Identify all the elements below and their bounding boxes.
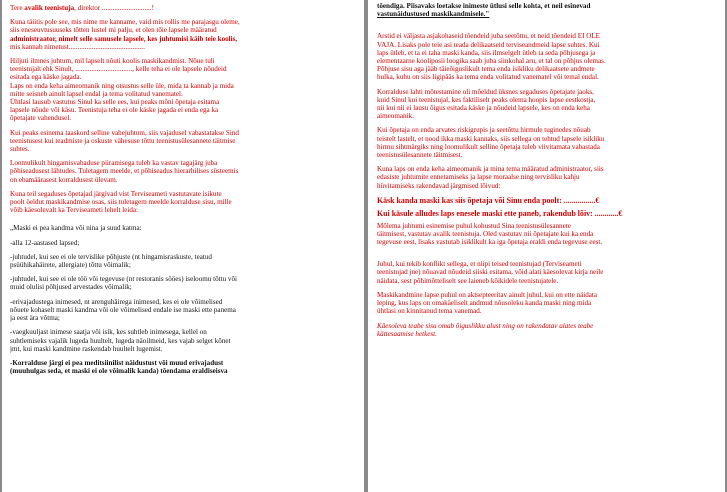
salutation-bold: avalik teenistuja <box>24 4 75 12</box>
fee-line-order: Käsk kanda maski kas siis õpetaja või Sinu enda poolt: ................€ <box>377 195 600 205</box>
bold-tail-line-2: (muuhulgas seda, et maski ei ole võimalik kanda) tõendama eraldiseisva <box>10 367 228 376</box>
liability-paragraph: Mõlema juhtumi esinemise puhul kohustud Sina teenistusülesannete täitmisest, vastutav avalik teenistuja. Oled vastutav nii õpetajate kui ka enda tegevuse eest, lisaks vastutab isiklikult ka iga õpetaja eraldi enda tegevuse eest. <box>377 221 603 247</box>
fee-line-comply: Kui käsule alludes laps enesele maski ette paneb, rakendub lõiv: ............€ <box>377 209 623 219</box>
conflict-paragraph: Juhul, kui tekib konflikt sellega, et niipi teised teenistujad (Terviseameti teenistujad jne) nõuavad nõudeid siiski esitama, võid alati käesolevat kirja neile näidata, sest põhimõtteliselt see laieneb kõikidele teenistujatele. <box>377 260 604 285</box>
interpretation-paragraph: Korralduse lahti mõtestamine oli mõeldud üksnes segaduses õpetajate jaoks, kuid Sinul kui teenistujal, kes faktiliselt peaks olema hoopis lapse eestkostja, nii kui nii ei lausu õigus esitada käske ja nõudeid lapsele, kes on enda keha aimeomanik. <box>377 87 596 121</box>
incident-paragraph: Hiljuti ilmnes juhtum, mil lapselt nõuti koolis maskikandmist. Nõue tuli teenistujalt ehk Sinult, ................................, kelle teha ei ole lapsele nõudeid esitada ega käske jagada. Laps on enda keha aimeomanik ning otsustus selle üle, mida ta kannab ja mida mitte seisneb ainult lapsel endal ja tema volitatud vanematel. Ühtlasi lausub vastutus Sinul ka selle ees, kui peaks mõni õpetaja esitama lapsele nõude või käsu. Teenistuja teha ei ole käske jagada ei enda ega ka õpetajate vahendusel. <box>10 57 234 123</box>
right-page <box>368 0 725 492</box>
doctors-paragraph: Arstid ei väljasta asjakohaseid tõendeid juba seetõttu, et neid tõendeid EI OLE VAJA. Lisaks pole teie asi teada delikaatseid terviseandmeid lapse suhtes. Kui laps ütleb, et ta ei taha maski kanda, siis ilmselgelt ütleb ta seda põhjusega ja elementaarne kooliposii loogika saab juba siinkohal aru, et tal on põhjus olemas. Põhjuse sisu aga jääb täieõiguslikult tema enda isikliku delikaatsete andmete hulka, kuhu on siis ligipääs ka tema enda volitatud vanematel või temal endal. <box>377 32 606 82</box>
contract-paragraph: Maskikandmine lapse puhul on aktsepteeritav ainult juhul, kui on ette näidata leping, kus laps on omakäeliselt andmud nõusoleku kanda maski ning mida ühtlasi on kinnitanud tema vanemad. <box>377 290 598 316</box>
health-board-paragraph: Kuna teil segaduses õpetajad järgivad vist Terviseameti vastutavate isikute poolt öeldut maskikandmise osas, siis tuletagem meelde korralduse sisu, mille võib käesolevalt ka Terviseameti lehelt leida: <box>10 189 232 215</box>
salutation: Tere avalik teenistuja, direktor ............................! <box>10 4 154 12</box>
top-bold-text: tõendiga. Piisavaks loetakse inimeste ütlusi selle kohta, et neil esinevad vastunäidustused maskikandmisele." <box>377 2 591 19</box>
dismissal-paragraph: Kui peaks esinema taaskord selline vahejuhtum, siis vajadusel vabastatakse Sind teenistusest kui teadmiste ja oskuste vähesuse tõttu teenistusülesannete täitmise suhtes. <box>10 128 239 154</box>
left-page <box>2 0 364 492</box>
constitution-paragraph: Loomulikult hingamisvabaduse piiramisega tuleb ka vastav tagajärg juba põhiseadusest lähtudes. Tuletagem meelde, et põhiseadus hierarhilises süsteemis on ebamäärasest korraldusest ülevam. <box>10 159 239 184</box>
closing-note: Käesoleva teabe sisu omab õiguslikku alust ning on rakendatav alates teabe kättesaamise hetkest. <box>377 321 594 338</box>
fees-intro-paragraph: Kuna laps on enda keha aimeomanik ja mina tema määratud administraator, siis edasiste juhtumite ennetamiseks ja lapse moraalse ning tervisliku kahju hüvitamiseks rakendavad järgmised lõivud: <box>377 165 604 190</box>
risk-group-paragraph: Kui õpetaja on enda arvates riskigrupis ja seetõttu hirmule tuginedes nõuab teistelt lastelt, et nood ikka maski kannaks, siis sellega on tehtud lapsele isikliku hirmu sihtmärgiks ning loomulikult selline õpetaja tuleb viivitamata vabastada teenistusülesannete täitmisest. <box>377 126 605 160</box>
bold-tail-line-1: -Korralduse järgi ei pea meditsiinilist näidustust või muud erivajadust <box>10 358 224 367</box>
regulation-quote: „Maski ei pea kandma või nina ja suud katma: -alla 12-aastased lapsed; -juhtudel, kui see ei ole tervislike põhjuste (nt hingamisraskuste, teatud psüühikahäirete, allergiate) tõttu võimalik; -juhtudel, kui see ei ole töö või tegevuse (nt restoranis sööes) iseloomu tõttu või muid olulisi põhjused arvestades võimalik; -erivajadustega inimesed, nt arenguhäirega inimesed, kes ei ole võimelised nõuete kohaselt maski kandma või ole võimelised endale ise maski ette panema ja eest ära võtma; -vaegkuuljast inimese saatja või isik, kes suhtleb inimesega, kellel on suhtlemiseks vajalik lugeda huultelt, lugeda näoilmeid, kes vajab selget kõnet jmt, kui maski kandmine raskendab huultelt lugemist. -Korralduse järgi ei pea meditsiinilist näidustust või muud erivajadust (muuhulgas seda, et maski ei ole võimalik kanda) tõendama eraldiseisva <box>10 224 354 375</box>
intro-paragraph: Kuna täiitis pole see, mis nime me kanname, vaid mis rollis me parajasgu oleme, siis eneseuvtusuuseks tõtten lustel mi palju, et olen tõie lapsele määratud administraator, nimelt selle samusele lapsele, kes juhtumisi käib teie koolis, mis kannab nimetust........................................... <box>10 18 240 51</box>
